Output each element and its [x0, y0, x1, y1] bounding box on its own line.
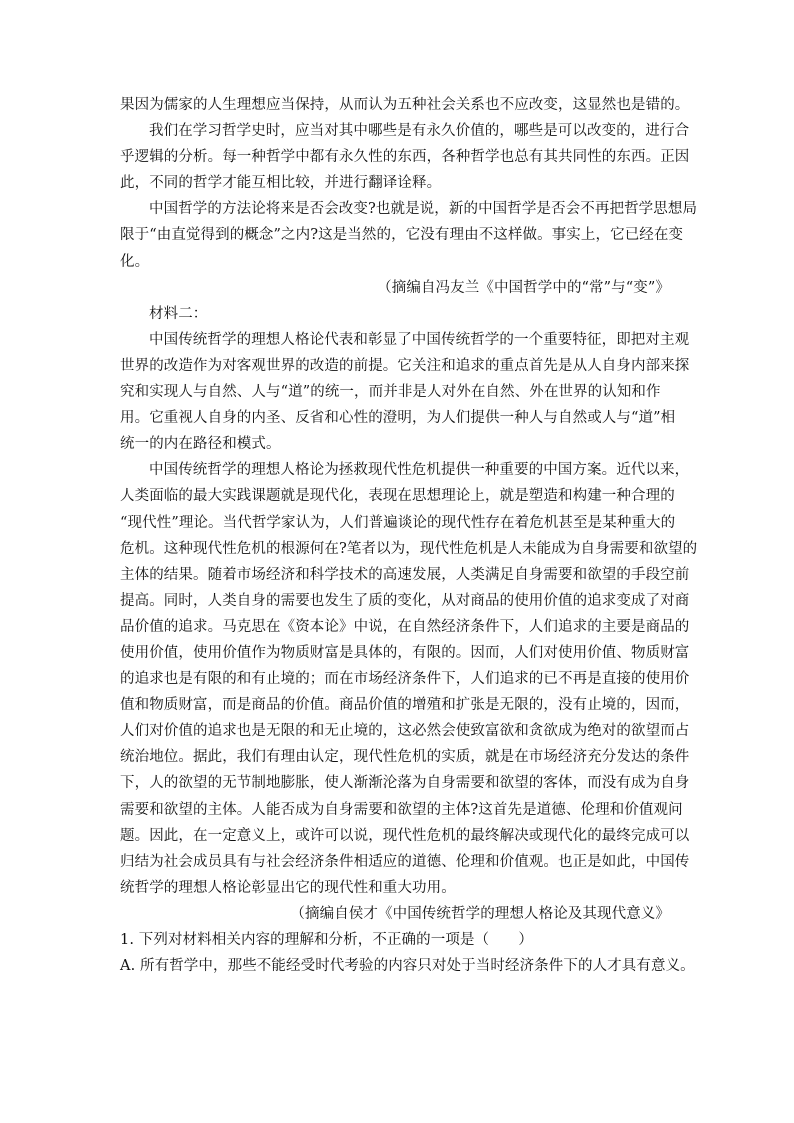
question-stem: 1. 下列对材料相关内容的理解和分析，不正确的一项是（ ）	[120, 932, 533, 948]
paragraph-line: 的追求也是有限的和有止境的；而在市场经济条件下，人们追求的已不再是直接的使用价	[120, 671, 690, 688]
question-block	[120, 927, 695, 979]
paragraph-line: 我们在学习哲学史时，应当对其中哪些是有永久价值的，哪些是可以改变的，进行合	[149, 123, 690, 140]
material-heading: 材料二：	[149, 305, 208, 322]
document-page	[120, 92, 698, 979]
paragraph-line: 值和物质财富，而是商品的价值。商品价值的增殖和扩张是无限的，没有止境的，因而，	[120, 697, 690, 714]
paragraph-line: 限于“由直觉得到的概念”之内?这是当然的，它没有理由不这样做。事实上，它已经在变	[120, 227, 684, 244]
paragraph-line: 主体的结果。随着市场经济和科学技术的高速发展，人类满足自身需要和欲望的手段空前	[120, 566, 690, 583]
answer-option-a: A. 所有哲学中，那些不能经受时代考验的内容只对处于当时经济条件下的人才具有意义。	[120, 958, 695, 975]
paragraph-line: 下，人的欲望的无节制地膨胀，使人渐渐沦落为自身需要和欲望的客体，而没有成为自身	[120, 775, 690, 792]
paragraph-line: “现代性”理论。当代哲学家认为，人们普遍谈论的现代性存在着危机甚至是某种重大的	[120, 514, 676, 531]
paragraph-line: 人类面临的最大实践课题就是现代化，表现在思想理论上，就是塑造和构建一种合理的	[120, 488, 675, 505]
paragraph-line: 统治地位。据此，我们有理由认定，现代性危机的实质，就是在市场经济充分发达的条件	[120, 749, 690, 766]
source-citation: （摘编自侯才《中国传统哲学的理想人格论及其现代意义》	[290, 905, 670, 922]
paragraph-line: 用。它重视人自身的内圣、反省和心性的澄明，为人们提供一种人与自然或人与“道”相	[120, 410, 676, 427]
material-two	[120, 301, 698, 927]
paragraph-line: 果因为儒家的人生理想应当保持，从而认为五种社会关系也不应改变，这显然也是错的。	[120, 97, 690, 113]
paragraph-line: 品价值的追求。马克思在《资本论》中说，在自然经济条件下，人们追求的主要是商品的	[120, 618, 690, 635]
paragraph-line: 统哲学的理想人格论彰显出它的现代性和重大功用。	[120, 879, 456, 896]
paragraph-line: 乎逻辑的分析。每一种哲学中都有永久性的东西，各种哲学也总有其共同性的东西。正因	[120, 149, 690, 166]
paragraph-line: 人们对价值的追求也是无限的和无止境的，这必然会使致富欲和贪欲成为绝对的欲望而占	[120, 723, 690, 740]
paragraph-line: 统一的内在路径和模式。	[120, 436, 281, 453]
paragraph-line: 世界的改造作为对客观世界的改造的前提。它关注和追求的重点首先是从人自身内部来探	[120, 357, 690, 374]
paragraph-line: 危机。这种现代性危机的根源何在?笔者以为，现代性危机是人未能成为自身需要和欲望的	[120, 540, 698, 557]
paragraph-line: 提高。同时，人类自身的需要也发生了质的变化，从对商品的使用价值的追求变成了对商	[120, 592, 690, 609]
paragraph-line: 究和实现人与自然、人与“道”的统一，而并非是人对外在自然、外在世界的认知和作	[120, 384, 661, 401]
paragraph-line: 归结为社会成员具有与社会经济条件相适应的道德、伦理和价值观。也正是如此，中国传	[120, 853, 690, 870]
material-one	[120, 92, 698, 301]
paragraph-line: 中国哲学的方法论将来是否会改变?也就是说，新的中国哲学是否会不再把哲学思想局	[149, 201, 698, 218]
paragraph-line: 中国传统哲学的理想人格论代表和彰显了中国传统哲学的一个重要特征，即把对主观	[149, 331, 690, 348]
source-citation: （摘编自冯友兰《中国哲学中的“常”与“变”》	[377, 279, 670, 296]
paragraph-line: 中国传统哲学的理想人格论为拯救现代性危机提供一种重要的中国方案。近代以来，	[149, 462, 690, 479]
paragraph-line: 需要和欲望的主体。人能否成为自身需要和欲望的主体?这首先是道德、伦理和价值观问	[120, 801, 683, 818]
paragraph-line: 化。	[120, 253, 150, 270]
paragraph-line: 题。因此，在一定意义上，或许可以说，现代性危机的最终解决或现代化的最终完成可以	[120, 827, 690, 844]
paragraph-line: 使用价值，使用价值作为物质财富是具体的，有限的。因而，人们对使用价值、物质财富	[120, 644, 690, 661]
paragraph-line: 此，不同的哲学才能互相比较，并进行翻译诠释。	[120, 175, 442, 192]
